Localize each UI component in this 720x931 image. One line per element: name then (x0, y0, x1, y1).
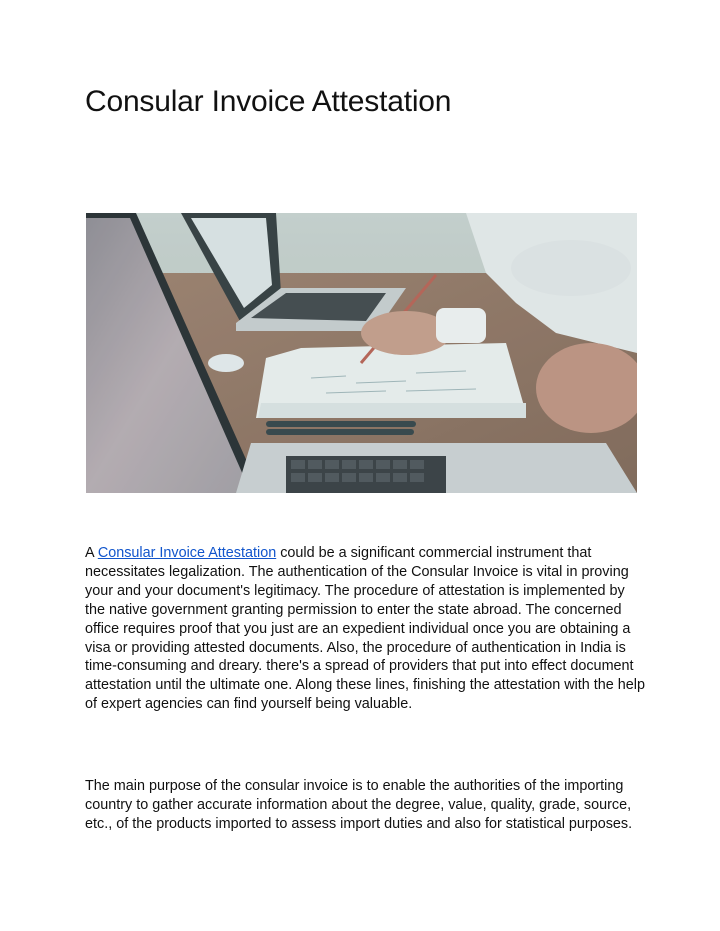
paragraph-prefix: A (85, 545, 98, 561)
office-desk-photo (86, 213, 637, 493)
intro-paragraph (85, 544, 645, 714)
purpose-paragraph: The main purpose of the consular invoice is to enable the authorities of the importing country to gather accurate information about the degree, value, quality, grade, source, etc., of the products imported to assess import duties and also for statistical purposes. (85, 778, 633, 832)
document-title: Consular Invoice Attestation (85, 85, 452, 118)
consular-invoice-attestation-link[interactable]: Consular Invoice Attestation (97, 545, 277, 561)
paragraph-body: could be a significant commercial instrument that necessitates legalization. The authentication of the Consular Invoice is vital in proving your and your document's legitimacy. The procedure of attestation is implemented by the native government granting permission to enter the state abroad. The concerned office requires proof that you just are an expedient individual once you are obtaining a visa or providing attested documents. Also, the procedure of authentication in India is time-consuming and dreary. there's a spread of providers that put into effect document attestation until the ultimate one. Along these lines, finishing the attestation with the help of expert agencies can find yourself being valuable. (85, 545, 645, 713)
hero-image (86, 213, 637, 493)
